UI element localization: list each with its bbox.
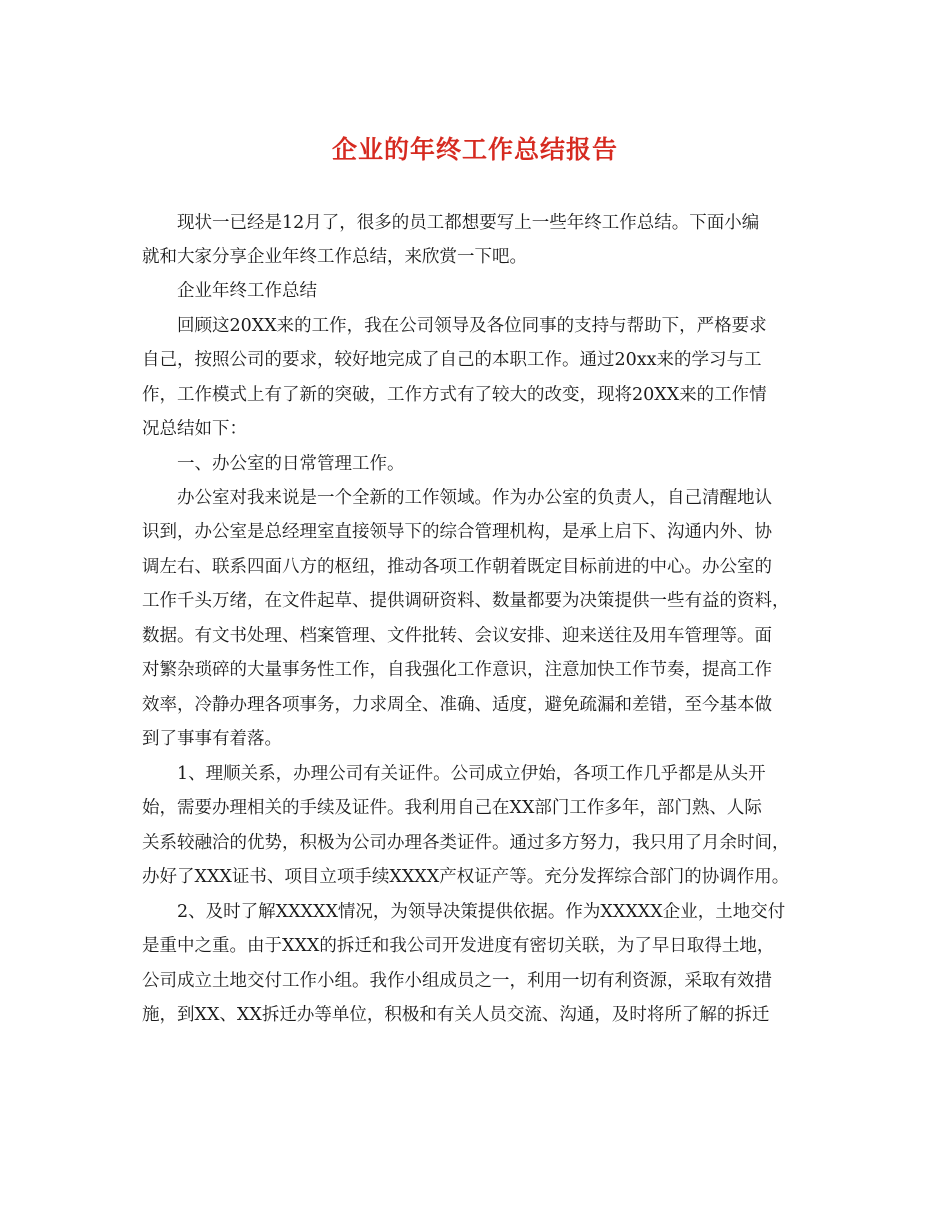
- paragraph-line: 对繁杂琐碎的大量事务性工作，自我强化工作意识，注意加快工作节奏，提高工作: [142, 660, 772, 680]
- paragraph-line: 1、理顺关系，办理公司有关证件。公司成立伊始，各项工作几乎都是从头开: [177, 764, 766, 784]
- paragraph-line: 关系较融洽的优势，积极为公司办理各类证件。通过多方努力，我只用了月余时间，: [142, 833, 790, 853]
- section-heading: 一、办公室的日常管理工作。: [177, 454, 405, 474]
- paragraph-line: 公司成立土地交付工作小组。我作小组成员之一，利用一切有利资源，采取有效措: [142, 971, 772, 991]
- paragraph-line: 回顾这20XX来的工作，我在公司领导及各位同事的支持与帮助下，严格要求: [177, 316, 767, 336]
- paragraph-line: 就和大家分享企业年终工作总结，来欣赏一下吧。: [142, 247, 527, 267]
- paragraph-line: 现状一已经是12月了，很多的员工都想要写上一些年终工作总结。下面小编: [177, 213, 760, 233]
- paragraph-line: 办好了XXX证书、项目立项手续XXXX产权证产等。充分发挥综合部门的协调作用。: [142, 867, 790, 887]
- paragraph-line: 2、及时了解XXXXX情况，为领导决策提供依据。作为XXXXX企业，土地交付: [177, 902, 786, 922]
- paragraph-line: 施，到XX、XX拆迁办等单位，积极和有关人员交流、沟通，及时将所了解的拆迁: [142, 1005, 770, 1025]
- paragraph-line: 办公室对我来说是一个全新的工作领域。作为办公室的负责人，自己清醒地认: [177, 488, 772, 508]
- paragraph-line: 工作千头万绪，在文件起草、提供调研资料、数量都要为决策提供一些有益的资料，: [142, 591, 790, 611]
- section-heading: 企业年终工作总结: [177, 281, 317, 301]
- paragraph-line: 是重中之重。由于XXX的拆迁和我公司开发进度有密切关联，为了早日取得土地，: [142, 936, 775, 956]
- paragraph-line: 况总结如下：: [142, 419, 247, 439]
- paragraph-line: 识到，办公室是总经理室直接领导下的综合管理机构，是承上启下、沟通内外、协: [142, 522, 772, 542]
- paragraph-line: 数据。有文书处理、档案管理、文件批转、会议安排、迎来送往及用车管理等。面: [142, 626, 772, 646]
- paragraph-line: 效率，冷静办理各项事务，力求周全、准确、适度，避免疏漏和差错，至今基本做: [142, 695, 772, 715]
- paragraph-line: 自己，按照公司的要求，较好地完成了自己的本职工作。通过20xx来的学习与工: [142, 350, 762, 370]
- paragraph-line: 始，需要办理相关的手续及证件。我利用自己在XX部门工作多年，部门熟、人际: [142, 798, 762, 818]
- paragraph-line: 作，工作模式上有了新的突破，工作方式有了较大的改变，现将20XX来的工作情: [142, 385, 767, 405]
- paragraph-line: 调左右、联系四面八方的枢纽，推动各项工作朝着既定目标前进的中心。办公室的: [142, 557, 772, 577]
- document-title: 企业的年终工作总结报告: [331, 135, 618, 164]
- paragraph-line: 到了事事有着落。: [142, 729, 282, 749]
